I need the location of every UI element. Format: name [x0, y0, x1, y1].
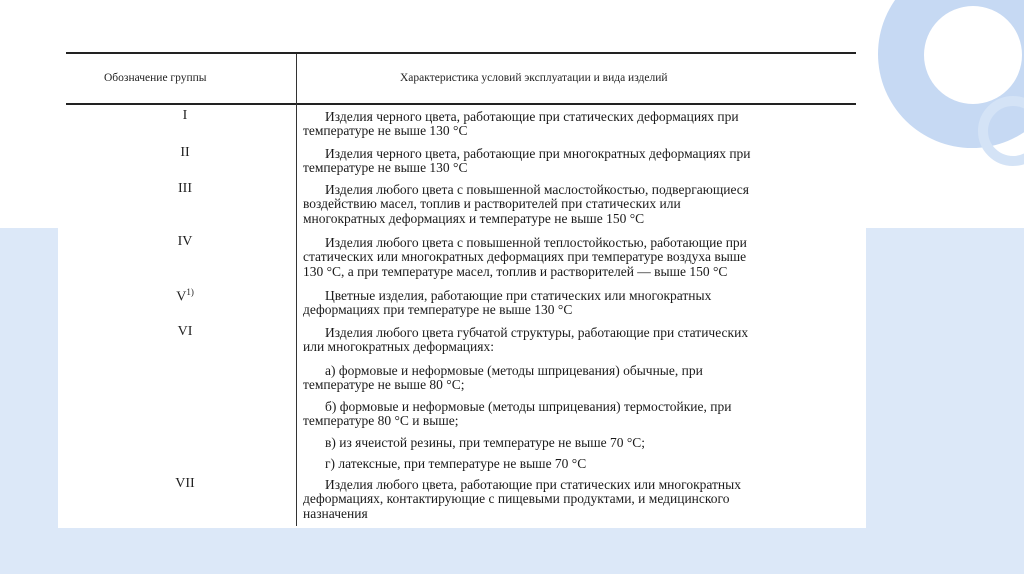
footnote-mark: 1): [186, 287, 194, 297]
text-line: 130 °С, а при температуре масел, топлив и растворителей — выше 150 °С: [303, 263, 728, 279]
text-line: Изделия любого цвета с повышенной теплостойкостью, работающие при: [325, 235, 747, 250]
header-characteristic: Характеристика условий эксплуатации и вида изделий: [400, 72, 668, 84]
group-label: II: [180, 145, 190, 160]
table-top-rule: [66, 52, 856, 54]
text-line: многократных деформациях и температуре не выше 150 °С: [303, 210, 645, 226]
text-line: Изделия любого цвета губчатой структуры, работающие при статических: [325, 325, 749, 340]
text-line: температуре не выше 80 °С;: [303, 377, 465, 393]
group-label: VII: [175, 476, 195, 491]
text-line: а) формовые и неформовые (методы шприцевания) обычные, при: [325, 363, 703, 378]
group-label: III: [178, 181, 192, 196]
row-description: [303, 147, 855, 176]
text-line: температуре не выше 130 °С: [303, 160, 468, 176]
text-line: б) формовые и неформовые (методы шприцевания) термостойкие, при: [325, 399, 732, 414]
group-label: IV: [177, 234, 193, 249]
decorative-circle-hole: [924, 6, 1022, 104]
text-line: деформациях при температуре не выше 130 °С: [303, 302, 573, 318]
text-line: температуре 80 °С и выше;: [303, 413, 459, 429]
text-line: статических или многократных деформациях при температуре воздуха выше: [303, 249, 747, 265]
text-line: Цветные изделия, работающие при статических или многократных: [325, 288, 712, 303]
text-line: воздействию масел, топлив и растворителей при статических или: [303, 196, 681, 212]
row-description: [303, 457, 855, 471]
row-description: [303, 326, 855, 355]
text-line: температуре не выше 130 °С: [303, 123, 468, 139]
text-line: деформациях, контактирующие с пищевыми продуктами, и медицинского: [303, 491, 730, 507]
row-description: [303, 183, 855, 226]
group-label: I: [182, 108, 188, 123]
group-label-text: V: [176, 289, 187, 305]
text-line: Изделия любого цвета, работающие при статических или многократных: [325, 477, 741, 492]
text-line: назначения: [303, 505, 368, 521]
text-line: Изделия любого цвета с повышенной маслостойкостью, подвергающиеся: [325, 182, 749, 197]
group-label: [160, 287, 210, 306]
text-line: Изделия черного цвета, работающие при многократных деформациях при: [325, 146, 751, 161]
row-description: [303, 289, 855, 318]
text-line: в) из ячеистой резины, при температуре не выше 70 °С;: [325, 435, 645, 450]
row-description: [303, 400, 855, 429]
text-line: г) латексные, при температуре не выше 70 °С: [325, 456, 587, 471]
row-description: [303, 364, 855, 393]
text-line: Изделия черного цвета, работающие при статических деформациях при: [325, 109, 739, 124]
table-column-divider: [296, 54, 297, 526]
table-header-rule: [66, 103, 856, 105]
group-label: VI: [177, 324, 193, 339]
header-group: Обозначение группы: [104, 72, 207, 84]
row-description: [303, 110, 855, 139]
row-description: [303, 236, 855, 279]
text-line: или многократных деформациях:: [303, 339, 494, 355]
row-description: [303, 478, 855, 521]
row-description: [303, 436, 855, 450]
